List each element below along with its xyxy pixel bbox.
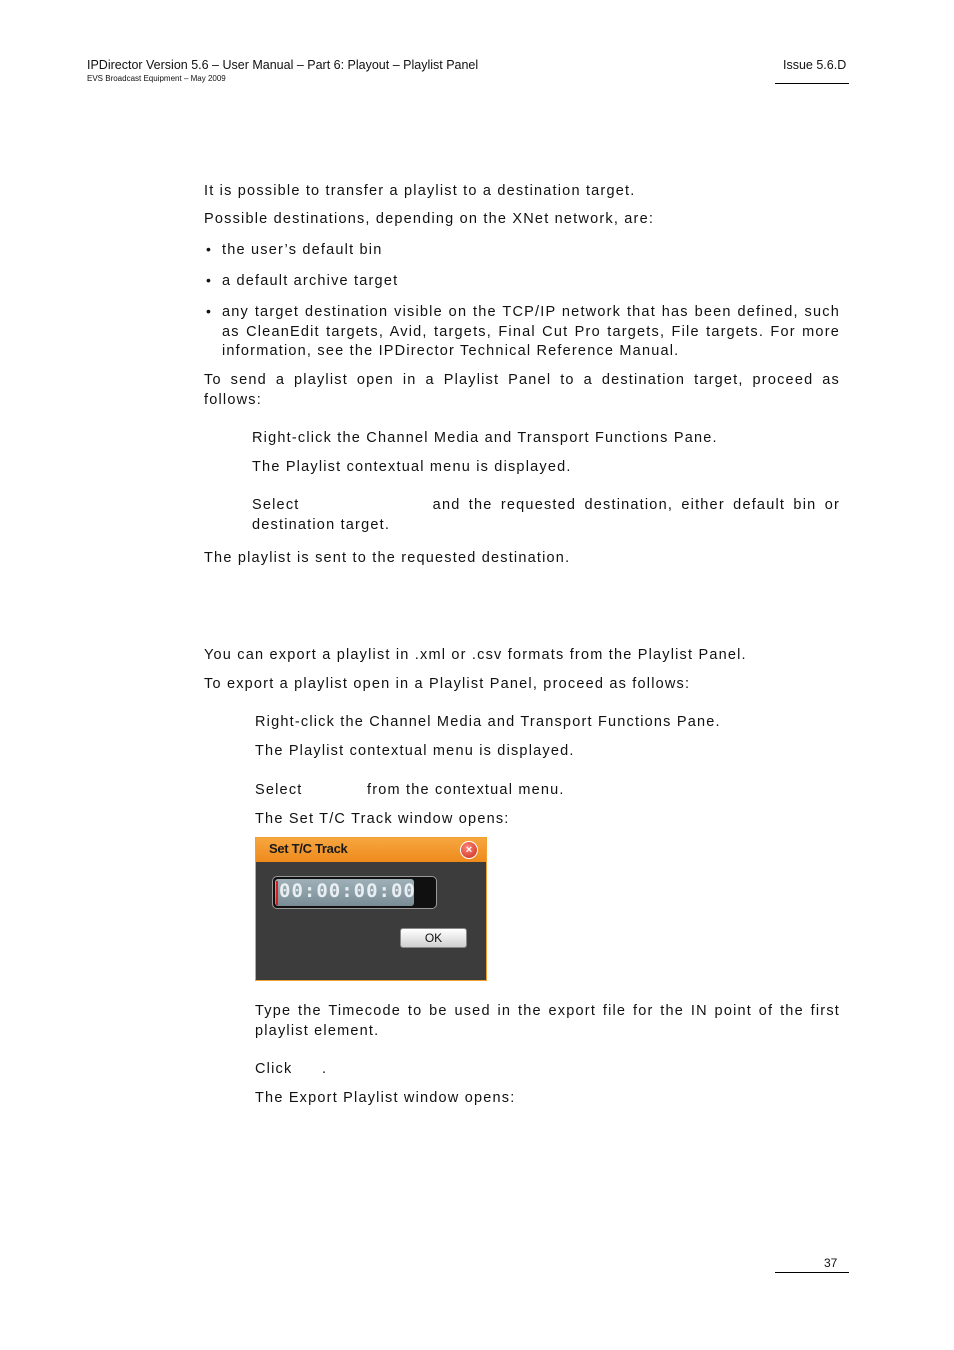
bullet-marker: • xyxy=(206,272,211,288)
transfer-step-1: Right-click the Channel Media and Transport Functions Pane. xyxy=(252,430,718,446)
export-step-2-suffix: from the contextual menu. xyxy=(367,782,565,798)
export-step-3: Type the Timecode to be used in the export file for the IN point of the first playlist element. xyxy=(255,1003,840,1039)
export-proceed: To export a playlist open in a Playlist Panel, proceed as follows: xyxy=(204,676,691,692)
destinations-intro: Possible destinations, depending on the XNet network, are: xyxy=(204,211,655,227)
bullet-marker: • xyxy=(206,303,211,319)
header-issue: Issue 5.6.D xyxy=(783,58,847,72)
set-tc-track-dialog xyxy=(255,837,487,981)
transfer-proceed: To send a playlist open in a Playlist Panel to a destination target, proceed as follows: xyxy=(204,372,840,408)
export-step-1: Right-click the Channel Media and Transport Functions Pane. xyxy=(255,714,721,730)
export-step-2-prefix: Select xyxy=(255,782,303,798)
close-icon[interactable]: × xyxy=(460,841,478,859)
header-subtitle: EVS Broadcast Equipment – May 2009 xyxy=(87,74,226,83)
dialog-title: Set T/C Track xyxy=(269,841,348,856)
page-number: 37 xyxy=(824,1256,838,1270)
header-divider xyxy=(775,83,849,84)
transfer-result: The playlist is sent to the requested destination. xyxy=(204,550,571,566)
footer-divider xyxy=(775,1272,849,1273)
bullet-item: the user’s default bin xyxy=(222,242,383,258)
dialog-titlebar xyxy=(256,838,486,862)
timecode-value: 00:00:00:00 xyxy=(279,880,416,902)
bullet-item: any target destination visible on the TCP/IP network that has been defined, such as CleanEdit targets, Avid, targets, Final Cut Pro targets, File targets. For more information, see the IPDirector Technical Reference Manual. xyxy=(222,304,840,359)
header-title: IPDirector Version 5.6 – User Manual – Part 6: Playout – Playlist Panel xyxy=(87,58,479,72)
transfer-step-2: Select and the requested destination, either default bin or destination target. xyxy=(252,497,846,533)
export-step-4-suffix: . xyxy=(322,1061,328,1077)
text-cursor xyxy=(276,881,278,905)
export-step-1-result: The Playlist contextual menu is displayed. xyxy=(255,743,575,759)
transfer-step-1-result: The Playlist contextual menu is displayed. xyxy=(252,459,572,475)
bullet-item: a default archive target xyxy=(222,273,399,289)
dialog-body xyxy=(259,862,485,978)
transfer-intro: It is possible to transfer a playlist to a destination target. xyxy=(204,183,636,199)
export-intro: You can export a playlist in .xml or .csv formats from the Playlist Panel. xyxy=(204,647,747,663)
export-step-2-result: The Set T/C Track window opens: xyxy=(255,811,510,827)
bullet-marker: • xyxy=(206,241,211,257)
export-step-4-prefix: Click xyxy=(255,1061,293,1077)
export-step-4-result: The Export Playlist window opens: xyxy=(255,1090,516,1106)
ok-button[interactable]: OK xyxy=(400,928,467,948)
timecode-input[interactable] xyxy=(272,876,437,909)
